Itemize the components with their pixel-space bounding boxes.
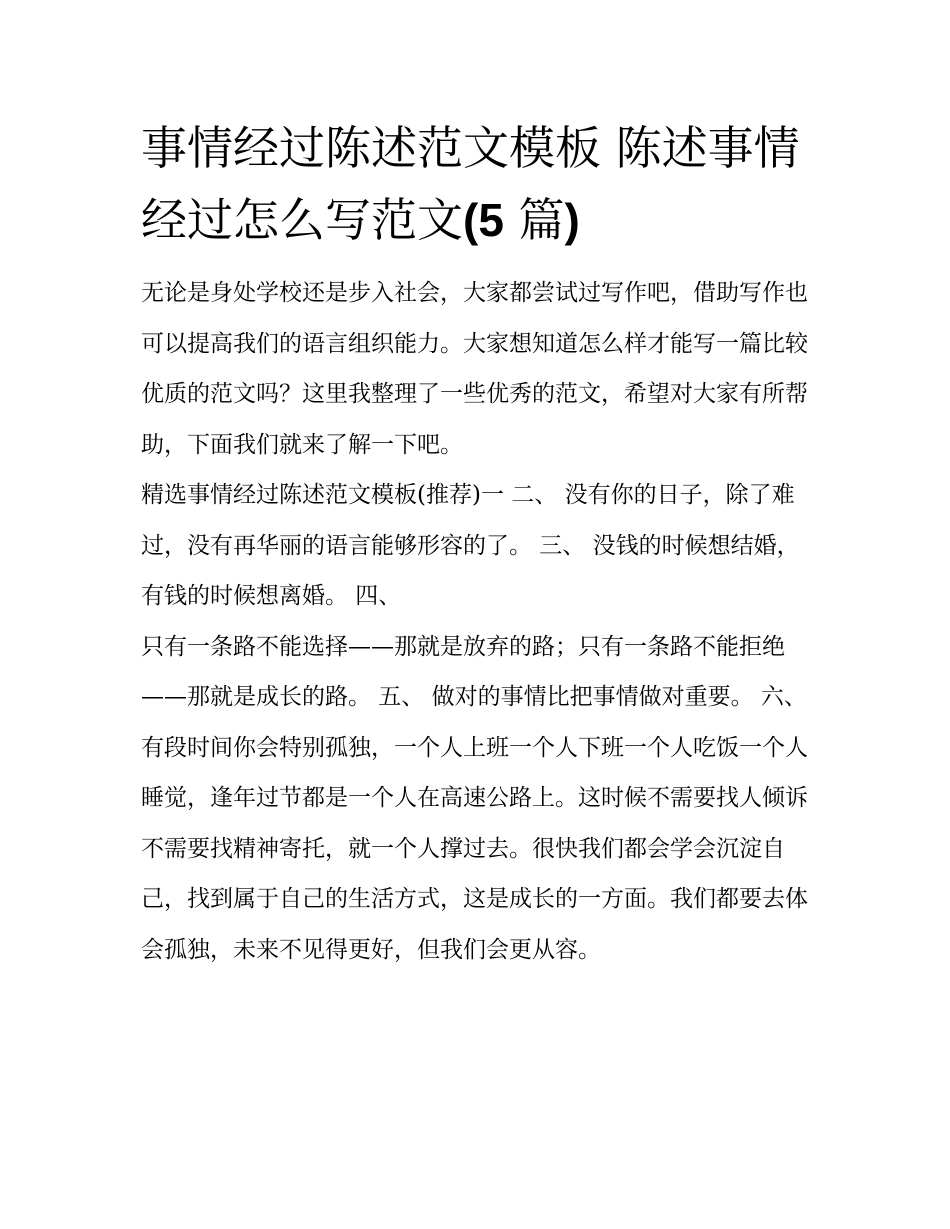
document-page — [141, 112, 813, 975]
paragraph-quotes-1: 精选事情经过陈述范文模板(推荐)一 二、 没有你的日子，除了难过，没有再华丽的语言能够形容的了。 三、 没钱的时候想结婚，有钱的时候想离婚。 四、 — [141, 482, 800, 609]
title-count-open: (5 — [463, 194, 504, 246]
paragraph-intro: 无论是身处学校还是步入社会，大家都尝试过写作吧，借助写作也可以提高我们的语言组织能力。大家想知道怎么样才能写一篇比较优质的范文吗？这里我整理了一些优秀的范文，希望对大家有所帮助，下面我们就来了解一下吧。 — [141, 280, 808, 458]
paragraph-quotes-2: 只有一条路不能选择——那就是放弃的路；只有一条路不能拒绝——那就是成长的路。 五、 做对的事情比把事情做对重要。 六、 — [141, 633, 807, 710]
title-count-unit: 篇 — [503, 193, 565, 247]
document-title — [141, 112, 813, 256]
title-count-close: ) — [564, 194, 580, 246]
paragraph-loneliness: 有段时间你会特别孤独，一个人上班一个人下班一个人吃饭一个人睡觉，逢年过节都是一个人在高速公路上。这时候不需要找人倾诉不需要找精神寄托，就一个人撑过去。很快我们都会学会沉淀自己，找到属于自己的生活方式，这是成长的一方面。我们都要去体会孤独，未来不见得更好，但我们会更从容。 — [141, 734, 808, 963]
title-text: 事情经过陈述范文模板 陈述事情经过怎么写范文 — [141, 121, 800, 247]
